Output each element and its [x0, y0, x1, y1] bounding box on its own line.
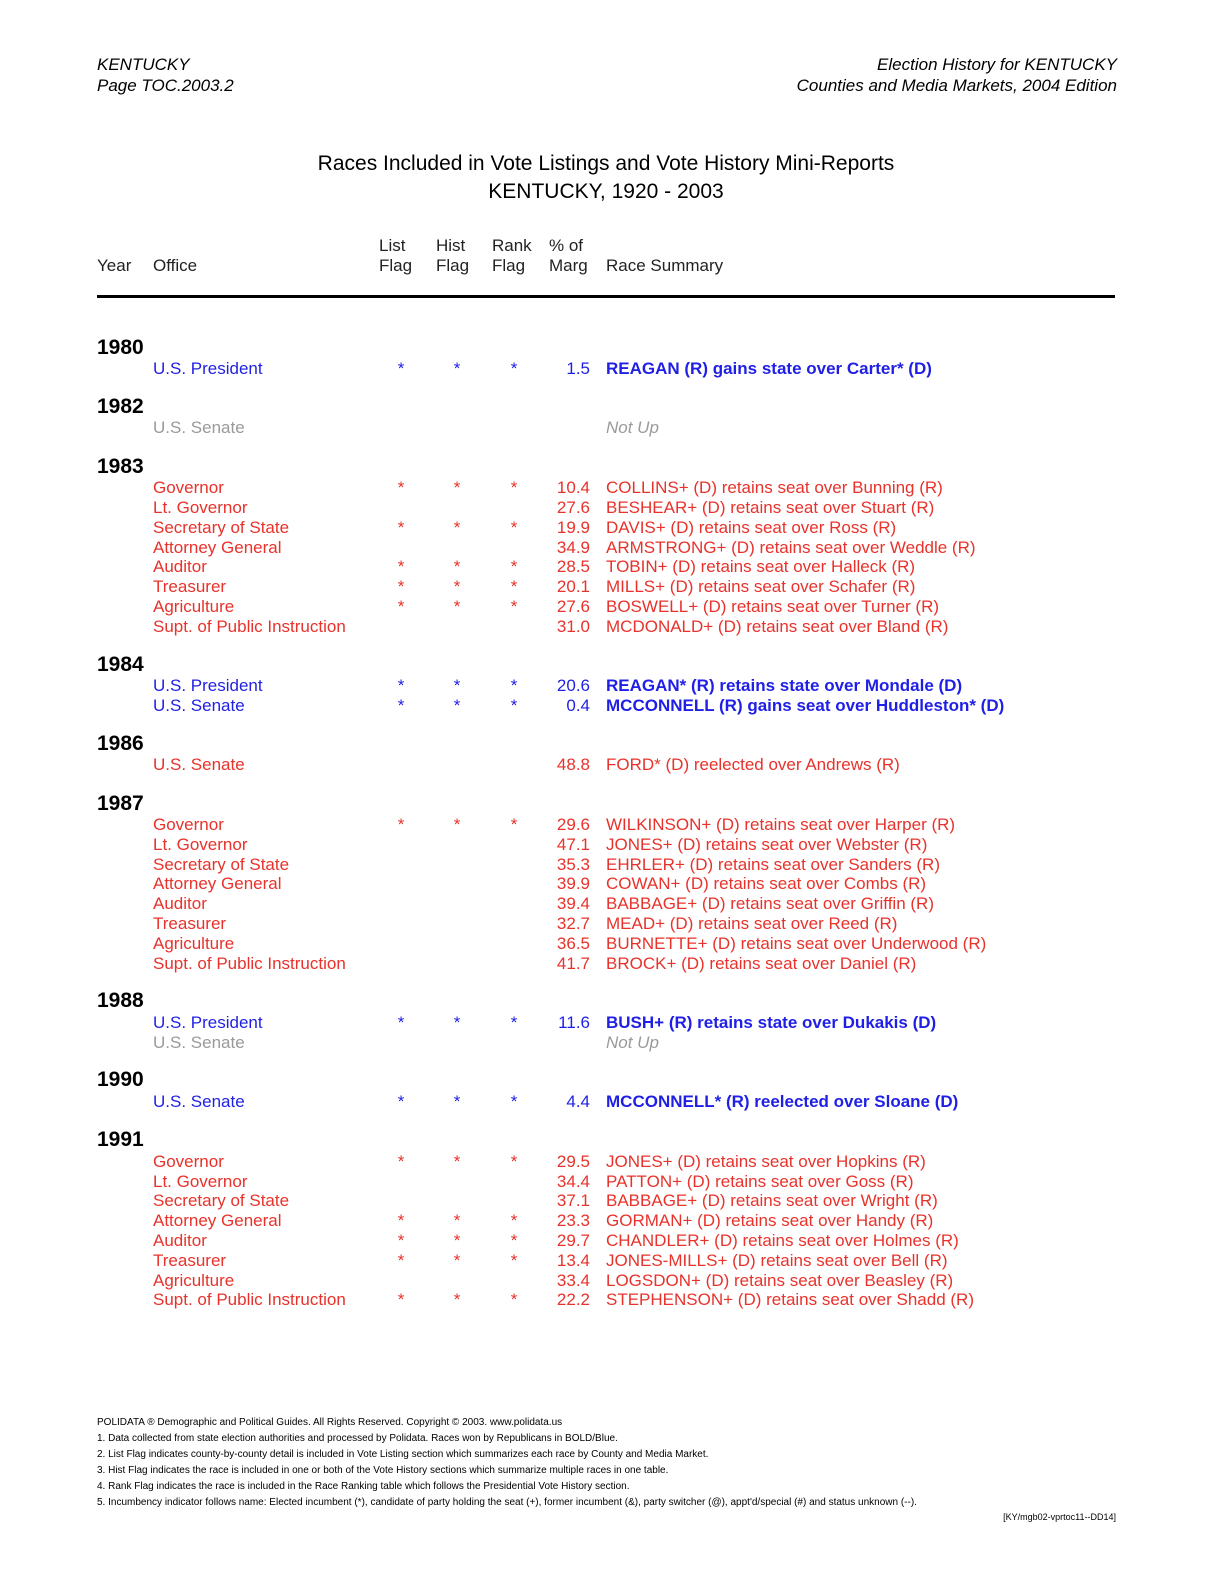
race-row	[0, 538, 1224, 558]
office-cell: Attorney General	[153, 1211, 282, 1230]
race-row	[0, 835, 1224, 855]
race-summary: BURNETTE+ (D) retains seat over Underwood (R)	[606, 934, 987, 953]
col-summary-header: Race Summary	[606, 256, 724, 275]
office-cell: Treasurer	[153, 914, 227, 933]
publication-title: Election History for KENTUCKY	[877, 55, 1117, 74]
col-list-top: List	[379, 236, 406, 255]
office-cell: U.S. President	[153, 359, 263, 378]
office-cell: Agriculture	[153, 1271, 235, 1290]
office-cell: Lt. Governor	[153, 835, 248, 854]
race-row	[0, 418, 1224, 438]
margin-cell: 32.7	[556, 914, 590, 933]
office-cell: Lt. Governor	[153, 498, 248, 517]
race-row	[0, 755, 1224, 775]
race-summary: WILKINSON+ (D) retains seat over Harper (R)	[606, 815, 956, 834]
hist-flag: *	[453, 478, 461, 497]
hist-flag: *	[453, 1251, 461, 1270]
office-cell: Governor	[153, 478, 224, 497]
race-summary: MCCONNELL* (R) reelected over Sloane (D)	[606, 1092, 959, 1111]
list-flag: *	[397, 557, 405, 576]
race-summary: BUSH+ (R) retains state over Dukakis (D)	[606, 1013, 937, 1032]
footnote-copyright: POLIDATA ® Demographic and Political Guides. All Rights Reserved. Copyright © 2003. www.polidata.us	[97, 1417, 563, 1428]
header-right	[797, 54, 1117, 96]
state-name: KENTUCKY	[97, 55, 190, 74]
race-summary: BROCK+ (D) retains seat over Daniel (R)	[606, 954, 917, 973]
margin-cell: 20.1	[556, 577, 590, 596]
list-flag: *	[397, 1231, 405, 1250]
margin-cell: 1.5	[566, 359, 590, 378]
list-flag: *	[397, 1092, 405, 1111]
margin-cell: 39.4	[556, 894, 590, 913]
col-year-header: Year	[97, 256, 132, 275]
margin-cell: 35.3	[556, 855, 590, 874]
race-summary: FORD* (D) reelected over Andrews (R)	[606, 755, 900, 774]
hist-flag: *	[453, 518, 461, 537]
margin-cell: 29.7	[556, 1231, 590, 1250]
race-row	[0, 855, 1224, 875]
race-summary: TOBIN+ (D) retains seat over Halleck (R)	[606, 557, 916, 576]
col-rank-header	[492, 236, 532, 276]
rank-flag: *	[510, 478, 518, 497]
race-row	[0, 1211, 1224, 1231]
race-summary: CHANDLER+ (D) retains seat over Holmes (R)	[606, 1231, 959, 1250]
col-hist-top: Hist	[436, 236, 466, 255]
race-summary: LOGSDON+ (D) retains seat over Beasley (R)	[606, 1271, 954, 1290]
rank-flag: *	[510, 1013, 518, 1032]
race-summary: COLLINS+ (D) retains seat over Bunning (R)	[606, 478, 943, 497]
office-cell: Secretary of State	[153, 518, 290, 537]
rank-flag: *	[510, 359, 518, 378]
race-summary: COWAN+ (D) retains seat over Combs (R)	[606, 874, 927, 893]
margin-cell: 22.2	[556, 1290, 590, 1309]
race-summary: MCDONALD+ (D) retains seat over Bland (R)	[606, 617, 949, 636]
col-list-header	[379, 236, 412, 276]
rank-flag: *	[510, 557, 518, 576]
hist-flag: *	[453, 696, 461, 715]
race-row	[0, 934, 1224, 954]
race-summary: BABBAGE+ (D) retains seat over Wright (R)	[606, 1191, 938, 1210]
footnotes	[97, 1415, 1117, 1511]
race-row	[0, 1271, 1224, 1291]
hist-flag: *	[453, 1290, 461, 1309]
margin-cell: 29.5	[556, 1152, 590, 1171]
race-row	[0, 1092, 1224, 1112]
col-marg-bottom: Marg	[549, 256, 588, 275]
race-row	[0, 894, 1224, 914]
margin-cell: 4.4	[566, 1092, 590, 1111]
office-cell: U.S. Senate	[153, 418, 245, 437]
col-marg-top: % of	[549, 236, 584, 255]
list-flag: *	[397, 597, 405, 616]
race-row	[0, 1172, 1224, 1192]
race-row	[0, 1290, 1224, 1310]
margin-cell: 41.7	[556, 954, 590, 973]
race-summary: JONES-MILLS+ (D) retains seat over Bell (R)	[606, 1251, 948, 1270]
hist-flag: *	[453, 1231, 461, 1250]
year-heading: 1984	[97, 653, 144, 676]
list-flag: *	[397, 359, 405, 378]
margin-cell: 39.9	[556, 874, 590, 893]
title-line-1: Races Included in Vote Listings and Vote History Mini-Reports	[317, 152, 895, 175]
race-row	[0, 874, 1224, 894]
office-cell: U.S. President	[153, 1013, 263, 1032]
race-summary: REAGAN (R) gains state over Carter* (D)	[606, 359, 932, 378]
office-cell: U.S. President	[153, 676, 263, 695]
office-cell: Attorney General	[153, 538, 282, 557]
margin-cell: 11.6	[558, 1013, 590, 1032]
margin-cell: 20.6	[556, 676, 590, 695]
race-summary: BABBAGE+ (D) retains seat over Griffin (R)	[606, 894, 934, 913]
race-row	[0, 914, 1224, 934]
hist-flag: *	[453, 577, 461, 596]
page-number: Page TOC.2003.2	[97, 76, 234, 95]
rank-flag: *	[510, 1152, 518, 1171]
hist-flag: *	[453, 1152, 461, 1171]
office-cell: Auditor	[153, 1231, 207, 1250]
race-row	[0, 498, 1224, 518]
office-cell: Attorney General	[153, 874, 282, 893]
footnote-5: 5. Incumbency indicator follows name: Elected incumbent (*), candidate of party holding the seat (+), former incumbent (&), party switcher (@), appt'd/special (#) and status unknown (--).	[97, 1497, 917, 1508]
year-heading: 1983	[97, 455, 144, 478]
margin-cell: 47.1	[556, 835, 590, 854]
rank-flag: *	[510, 577, 518, 596]
col-list-bottom: Flag	[379, 256, 413, 275]
col-rank-top: Rank	[492, 236, 532, 255]
race-row	[0, 597, 1224, 617]
office-cell: Auditor	[153, 557, 207, 576]
office-cell: Treasurer	[153, 577, 227, 596]
race-summary: JONES+ (D) retains seat over Webster (R)	[606, 835, 928, 854]
hist-flag: *	[453, 359, 461, 378]
race-row	[0, 1191, 1224, 1211]
office-cell: U.S. Senate	[153, 1033, 245, 1052]
margin-cell: 13.4	[556, 1251, 590, 1270]
year-heading: 1988	[97, 989, 144, 1012]
office-cell: Governor	[153, 1152, 224, 1171]
list-flag: *	[397, 478, 405, 497]
hist-flag: *	[453, 1092, 461, 1111]
year-heading: 1991	[97, 1128, 144, 1151]
list-flag: *	[397, 815, 405, 834]
office-cell: Auditor	[153, 894, 207, 913]
race-summary: MCCONNELL (R) gains seat over Huddleston* (D)	[606, 696, 1005, 715]
footnote-4: 4. Rank Flag indicates the race is included in the Race Ranking table which follows the Presidential Vote History section.	[97, 1481, 630, 1492]
margin-cell: 29.6	[556, 815, 590, 834]
footnote-3: 3. Hist Flag indicates the race is included in one or both of the Vote History sections which summarize multiple races in one table.	[97, 1465, 669, 1476]
list-flag: *	[397, 577, 405, 596]
rank-flag: *	[510, 518, 518, 537]
margin-cell: 33.4	[556, 1271, 590, 1290]
rank-flag: *	[510, 1290, 518, 1309]
list-flag: *	[397, 1211, 405, 1230]
race-summary: MILLS+ (D) retains seat over Schafer (R)	[606, 577, 916, 596]
race-row	[0, 954, 1224, 974]
office-cell: Agriculture	[153, 934, 235, 953]
margin-cell: 27.6	[556, 597, 590, 616]
header-rule	[97, 295, 1115, 298]
year-heading: 1982	[97, 395, 144, 418]
race-summary: JONES+ (D) retains seat over Hopkins (R)	[606, 1152, 926, 1171]
margin-cell: 36.5	[556, 934, 590, 953]
rank-flag: *	[510, 1251, 518, 1270]
margin-cell: 28.5	[556, 557, 590, 576]
race-row	[0, 359, 1224, 379]
race-row	[0, 815, 1224, 835]
race-row	[0, 557, 1224, 577]
margin-cell: 31.0	[556, 617, 590, 636]
race-row	[0, 1251, 1224, 1271]
list-flag: *	[397, 1290, 405, 1309]
race-row	[0, 577, 1224, 597]
hist-flag: *	[453, 557, 461, 576]
list-flag: *	[397, 1152, 405, 1171]
col-hist-header	[436, 236, 469, 276]
page-title	[0, 150, 1212, 206]
footnote-2: 2. List Flag indicates county-by-county detail is included in Vote Listing section which summarizes each race by County and Media Market.	[97, 1449, 709, 1460]
rank-flag: *	[510, 696, 518, 715]
col-rank-bottom: Flag	[492, 256, 526, 275]
list-flag: *	[397, 1251, 405, 1270]
race-summary: Not Up	[606, 1033, 659, 1052]
race-row	[0, 617, 1224, 637]
header-left	[97, 54, 234, 96]
race-row	[0, 518, 1224, 538]
year-heading: 1980	[97, 336, 144, 359]
margin-cell: 48.8	[556, 755, 590, 774]
race-summary: EHRLER+ (D) retains seat over Sanders (R)	[606, 855, 940, 874]
hist-flag: *	[453, 1013, 461, 1032]
race-row	[0, 696, 1224, 716]
margin-cell: 34.4	[556, 1172, 590, 1191]
margin-cell: 0.4	[566, 696, 590, 715]
rank-flag: *	[510, 1231, 518, 1250]
office-cell: Governor	[153, 815, 224, 834]
title-line-2: KENTUCKY, 1920 - 2003	[488, 180, 724, 203]
hist-flag: *	[453, 1211, 461, 1230]
race-summary: MEAD+ (D) retains seat over Reed (R)	[606, 914, 898, 933]
year-heading: 1987	[97, 792, 144, 815]
margin-cell: 23.3	[556, 1211, 590, 1230]
publication-edition: Counties and Media Markets, 2004 Edition	[796, 76, 1117, 95]
office-cell: Agriculture	[153, 597, 235, 616]
col-office-header: Office	[153, 256, 198, 275]
rank-flag: *	[510, 676, 518, 695]
rank-flag: *	[510, 597, 518, 616]
list-flag: *	[397, 1013, 405, 1032]
year-heading: 1990	[97, 1068, 144, 1091]
race-summary: DAVIS+ (D) retains seat over Ross (R)	[606, 518, 897, 537]
year-heading: 1986	[97, 732, 144, 755]
office-cell: Supt. of Public Instruction	[153, 1290, 346, 1309]
list-flag: *	[397, 676, 405, 695]
race-summary: REAGAN* (R) retains state over Mondale (D)	[606, 676, 963, 695]
document-code: [KY/mgb02-vprtoc11--DD14]	[1003, 1512, 1116, 1522]
race-summary: STEPHENSON+ (D) retains seat over Shadd (R)	[606, 1290, 974, 1309]
footnote-1: 1. Data collected from state election authorities and processed by Polidata. Races won by Republicans in BOLD/Blue.	[97, 1433, 618, 1444]
race-row	[0, 1033, 1224, 1053]
margin-cell: 34.9	[556, 538, 590, 557]
race-summary: ARMSTRONG+ (D) retains seat over Weddle (R)	[606, 538, 976, 557]
office-cell: Secretary of State	[153, 1191, 290, 1210]
col-marg-header	[549, 236, 588, 276]
hist-flag: *	[453, 597, 461, 616]
margin-cell: 27.6	[556, 498, 590, 517]
office-cell: Supt. of Public Instruction	[153, 617, 346, 636]
margin-cell: 37.1	[556, 1191, 590, 1210]
race-row	[0, 676, 1224, 696]
race-summary: GORMAN+ (D) retains seat over Handy (R)	[606, 1211, 934, 1230]
office-cell: U.S. Senate	[153, 1092, 245, 1111]
rank-flag: *	[510, 1211, 518, 1230]
margin-cell: 19.9	[556, 518, 590, 537]
margin-cell: 10.4	[556, 478, 590, 497]
race-summary: BESHEAR+ (D) retains seat over Stuart (R)	[606, 498, 935, 517]
rank-flag: *	[510, 1092, 518, 1111]
office-cell: Lt. Governor	[153, 1172, 248, 1191]
rank-flag: *	[510, 815, 518, 834]
race-row	[0, 1231, 1224, 1251]
list-flag: *	[397, 696, 405, 715]
race-summary: Not Up	[606, 418, 659, 437]
race-row	[0, 478, 1224, 498]
office-cell: U.S. Senate	[153, 696, 245, 715]
hist-flag: *	[453, 815, 461, 834]
race-summary: PATTON+ (D) retains seat over Goss (R)	[606, 1172, 914, 1191]
office-cell: Treasurer	[153, 1251, 227, 1270]
race-row	[0, 1013, 1224, 1033]
office-cell: Supt. of Public Instruction	[153, 954, 346, 973]
race-summary: BOSWELL+ (D) retains seat over Turner (R)	[606, 597, 940, 616]
office-cell: U.S. Senate	[153, 755, 245, 774]
hist-flag: *	[453, 676, 461, 695]
list-flag: *	[397, 518, 405, 537]
race-row	[0, 1152, 1224, 1172]
office-cell: Secretary of State	[153, 855, 290, 874]
col-hist-bottom: Flag	[436, 256, 470, 275]
